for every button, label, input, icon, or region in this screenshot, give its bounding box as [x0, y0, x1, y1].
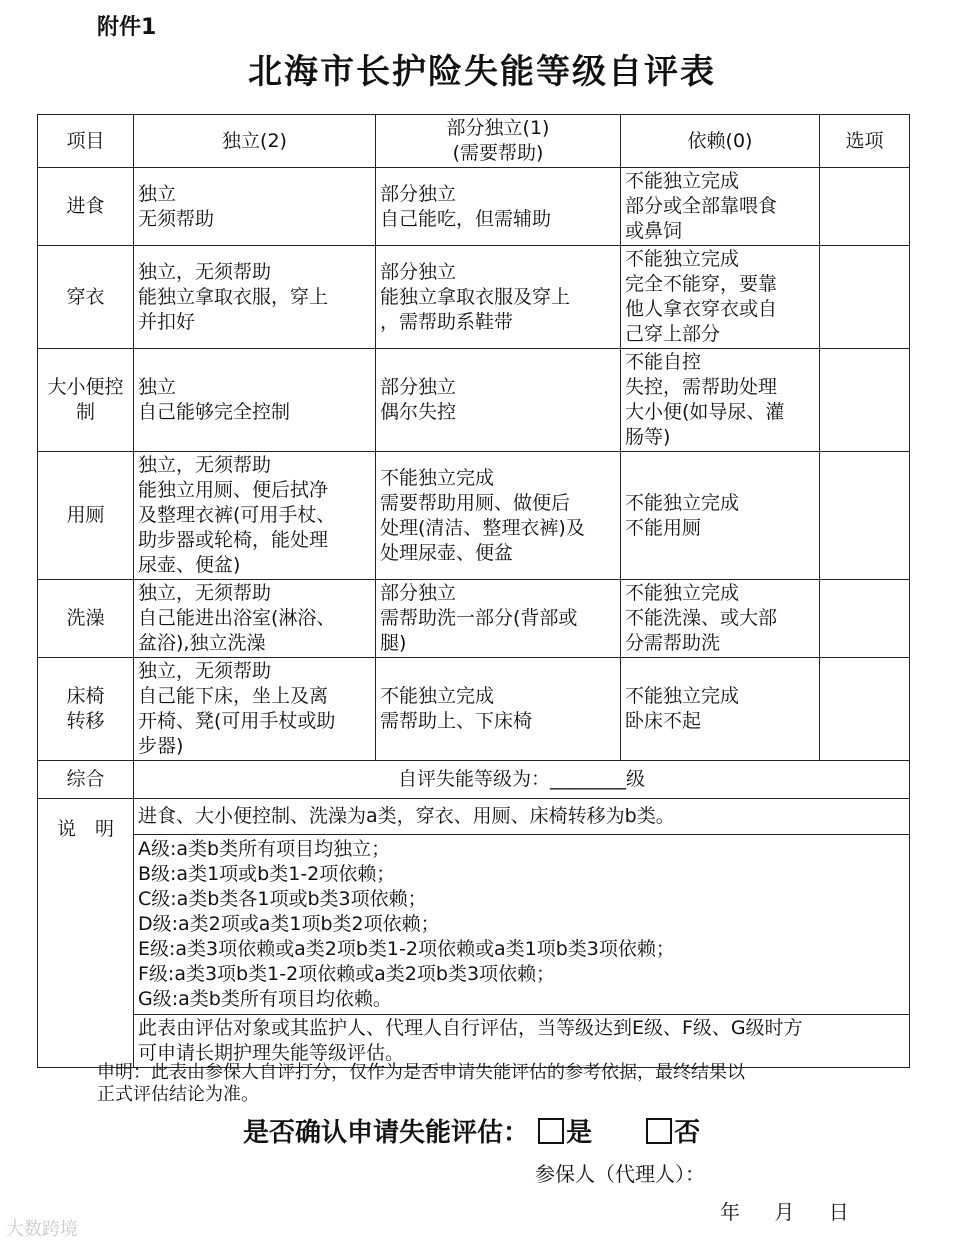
header-independent: 独立(2) — [134, 115, 376, 168]
no-label: 否 — [674, 1118, 701, 1148]
confirm-label: 是否确认申请失能评估： — [243, 1118, 530, 1148]
row-partial: 部分独立 自己能吃，但需辅助 — [376, 168, 621, 246]
header-option: 选项 — [820, 115, 910, 168]
row-independent: 独立，无须帮助 自己能进出浴室(淋浴、 盆浴),独立洗澡 — [134, 580, 376, 658]
insured-signature-label: 参保人（代理人）： — [535, 1162, 705, 1186]
option-cell[interactable] — [820, 246, 910, 349]
row-dependent: 不能独立完成 卧床不起 — [621, 658, 820, 761]
option-cell[interactable] — [820, 168, 910, 246]
attachment-label: 附件1 — [97, 15, 157, 40]
row-item: 进食 — [38, 168, 134, 246]
option-cell[interactable] — [820, 658, 910, 761]
declaration: 申明：此表由参保人自评打分，仅作为是否申请失能评估的参考依据，最终结果以 正式评估结论为准。 — [97, 1062, 745, 1105]
table-row — [38, 168, 910, 246]
row-item: 床椅 转移 — [38, 658, 134, 761]
level-definitions: A级:a类b类所有项目均独立； B级:a类1项或b类1-2项依赖； C级:a类b类各1项或b类3项依赖； D级:a类2项或a类1项b类2项依赖； E级:a类3项依赖或a类2项b类1-2项依赖或a类1项b类3项依赖； F级:a类3项b类1-2项依赖或a类2项b类3项依赖； G级:a类b类所有项目均依赖。 — [134, 835, 910, 1015]
form-title: 北海市长护险失能等级自评表 — [248, 52, 716, 92]
row-partial: 不能独立完成 需帮助上、下床椅 — [376, 658, 621, 761]
summary-row — [38, 761, 910, 799]
self-assessed-level: 自评失能等级为：________级 — [134, 761, 910, 799]
option-cell[interactable] — [820, 452, 910, 580]
table-row — [38, 580, 910, 658]
row-independent: 独立，无须帮助 自己能下床，坐上及离 开椅、凳(可用手杖或助 步器) — [134, 658, 376, 761]
no-checkbox[interactable] — [646, 1118, 672, 1144]
option-cell[interactable] — [820, 580, 910, 658]
summary-label: 综合 — [38, 761, 134, 799]
table-row — [38, 452, 910, 580]
row-dependent: 不能独立完成 不能洗澡、或大部 分需帮助洗 — [621, 580, 820, 658]
row-dependent: 不能独立完成 不能用厕 — [621, 452, 820, 580]
row-independent: 独立 自己能够完全控制 — [134, 349, 376, 452]
confirm-application — [243, 1112, 700, 1149]
row-item: 用厕 — [38, 452, 134, 580]
row-independent: 独立，无须帮助 能独立用厕、便后拭净 及整理衣裤(可用手杖、 助步器或轮椅，能处理 尿壶、便盆) — [134, 452, 376, 580]
row-dependent: 不能独立完成 部分或全部靠喂食 或鼻饲 — [621, 168, 820, 246]
row-item: 大小便控 制 — [38, 349, 134, 452]
header-dependent: 依赖(0) — [621, 115, 820, 168]
header-partial: 部分独立(1) (需要帮助) — [376, 115, 621, 168]
explain-label: 说 明 — [38, 799, 134, 1068]
row-item: 洗澡 — [38, 580, 134, 658]
row-partial: 不能独立完成 需要帮助用厕、做便后 处理(清洁、整理衣裤)及 处理尿壶、便盆 — [376, 452, 621, 580]
levels-row — [38, 835, 910, 1015]
header-row — [38, 115, 910, 168]
row-independent: 独立，无须帮助 能独立拿取衣服，穿上 并扣好 — [134, 246, 376, 349]
row-dependent: 不能自控 失控，需帮助处理 大小便(如导尿、灌 肠等) — [621, 349, 820, 452]
row-independent: 独立 无须帮助 — [134, 168, 376, 246]
assessment-note: 此表由评估对象或其监护人、代理人自行评估，当等级达到E级、F级、G级时方 可申请长期护理失能等级评估。 — [134, 1015, 910, 1068]
explain-row — [38, 799, 910, 835]
category-definition: 进食、大小便控制、洗澡为a类，穿衣、用厕、床椅转移为b类。 — [134, 799, 910, 835]
yes-label: 是 — [566, 1118, 593, 1148]
row-dependent: 不能独立完成 完全不能穿，要靠 他人拿衣穿衣或自 己穿上部分 — [621, 246, 820, 349]
watermark: 大数跨境 — [6, 1219, 78, 1240]
date-line — [720, 1196, 877, 1225]
row-partial: 部分独立 偶尔失控 — [376, 349, 621, 452]
assessment-table — [37, 114, 910, 1068]
row-partial: 部分独立 需帮助洗一部分(背部或 腿) — [376, 580, 621, 658]
month-label: 月 — [774, 1200, 795, 1224]
table-row — [38, 349, 910, 452]
day-label: 日 — [828, 1200, 849, 1224]
note-row — [38, 1015, 910, 1068]
option-cell[interactable] — [820, 349, 910, 452]
table-row — [38, 658, 910, 761]
table-row — [38, 246, 910, 349]
yes-checkbox[interactable] — [538, 1118, 564, 1144]
row-item: 穿衣 — [38, 246, 134, 349]
row-partial: 部分独立 能独立拿取衣服及穿上 ，需帮助系鞋带 — [376, 246, 621, 349]
header-item: 项目 — [38, 115, 134, 168]
year-label: 年 — [720, 1200, 740, 1224]
